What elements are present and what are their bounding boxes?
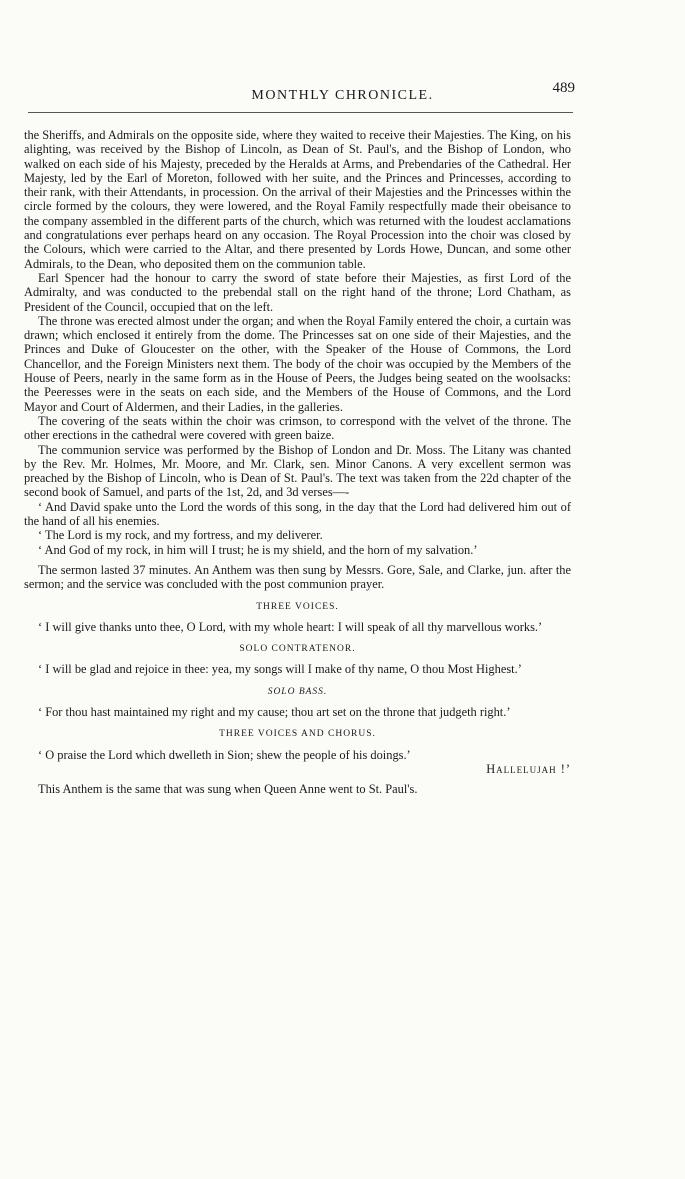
paragraph: Earl Spencer had the honour to carry the sword of state before their Majesties, as first Lord of the Admiralty, and was conducted to the prebendal stall on the right hand of the throne; Lord Chatham, as President of the Council, occupied that on the left. — [24, 270, 571, 314]
scripture-quote: ‘ And God of my rock, in him will I trust; he is my shield, and the horn of my salvation.’ — [38, 542, 478, 557]
header-rule — [28, 112, 573, 113]
anthem-verse: ‘ I will be glad and rejoice in thee: yea, my songs will I make of thy name, O thou Most Highest.’ — [38, 662, 522, 677]
closing-line: This Anthem is the same that was sung when Queen Anne went to St. Paul's. — [38, 782, 418, 797]
scripture-quote: ‘ The Lord is my rock, and my fortress, and my deliverer. — [38, 528, 323, 543]
paragraph: The sermon lasted 37 minutes. An Anthem was then sung by Messrs. Gore, Sale, and Clarke, jun. after the sermon; and the service was concluded with the post communion prayer. — [24, 562, 571, 592]
anthem-heading: THREE VOICES. — [256, 601, 339, 612]
scripture-quote: ‘ And David spake unto the Lord the words of this song, in the day that the Lord had delivered him out of the hand of all his enemies. — [24, 499, 571, 529]
paragraph: The throne was erected almost under the organ; and when the Royal Family entered the choir, a curtain was drawn; which enclosed it entirely from the dome. The Princesses sat on one side of their Majesties, and the Princes and Duke of Gloucester on the other, with the Speaker of the House of Commons, the Lord Chancellor, and the Foreign Ministers next them. The body of the choir was occupied by the Members of the House of Peers, nearly in the same form as in the House of Peers, the Judges being seated on the woolsacks: the Peeresses were in the seats on each side, and the Members of the House of Commons, and the Lord Mayor and Court of Aldermen, and their Ladies, in the galleries. — [24, 313, 571, 414]
page-header — [0, 80, 685, 114]
running-title: MONTHLY CHRONICLE. — [251, 88, 434, 103]
hallelujah: Hallelujah !’ — [486, 761, 571, 776]
anthem-verse: ‘ O praise the Lord which dwelleth in Sion; shew the people of his doings.’ — [38, 747, 411, 762]
paragraph: The covering of the seats within the choir was crimson, to correspond with the velvet of the throne. The other erections in the cathedral were covered with green baize. — [24, 413, 571, 443]
paragraph: The communion service was performed by the Bishop of London and Dr. Moss. The Litany was chanted by the Rev. Mr. Holmes, Mr. Moore, and Mr. Clark, sen. Minor Canons. A very excellent sermon was preached by the Bishop of Lincoln, who is Dean of St. Paul's. The text was taken from the 22d chapter of the second book of Samuel, and parts of the 1st, 2d, and 3d verses—- — [24, 442, 571, 500]
page-number: 489 — [552, 80, 575, 96]
anthem-heading: SOLO CONTRATENOR. — [239, 644, 356, 655]
anthem-verse: ‘ For thou hast maintained my right and my cause; thou art set on the throne that judgeth right.’ — [38, 704, 511, 719]
anthem-verse: ‘ I will give thanks unto thee, O Lord, with my whole heart: I will speak of all thy marvellous works.’ — [38, 619, 543, 634]
anthem-heading: SOLO BASS. — [267, 686, 328, 697]
article-body — [24, 128, 571, 796]
paragraph: the Sheriffs, and Admirals on the opposite side, where they waited to receive their Majesties. The King, on his alighting, was received by the Bishop of Lincoln, as Dean of St. Paul's, and the Bishop of London, who walked on each side of his Majesty, preceded by the Heralds at Arms, and Prebendaries of the Cathedral. Her Majesty, led by the Earl of Moreton, followed with her suite, and the Princes and Princesses, according to their rank, with their Attendants, in procession. On the arrival of their Majesties and the Princesses within the circle formed by the colours, they were lowered, and the Royal Family respectfully made their obeisance to the company assembled in the different parts of the church, which was returned with the loudest acclamations and congratulations ever perhaps heard on any occasion. The Royal Procession into the choir was closed by the Colours, which were carried to the Altar, and there presented by Lords Howe, Duncan, and some other Admirals, to the Dean, who deposited them on the communion table. — [24, 128, 571, 271]
anthem-heading: THREE VOICES AND CHORUS. — [219, 729, 376, 740]
